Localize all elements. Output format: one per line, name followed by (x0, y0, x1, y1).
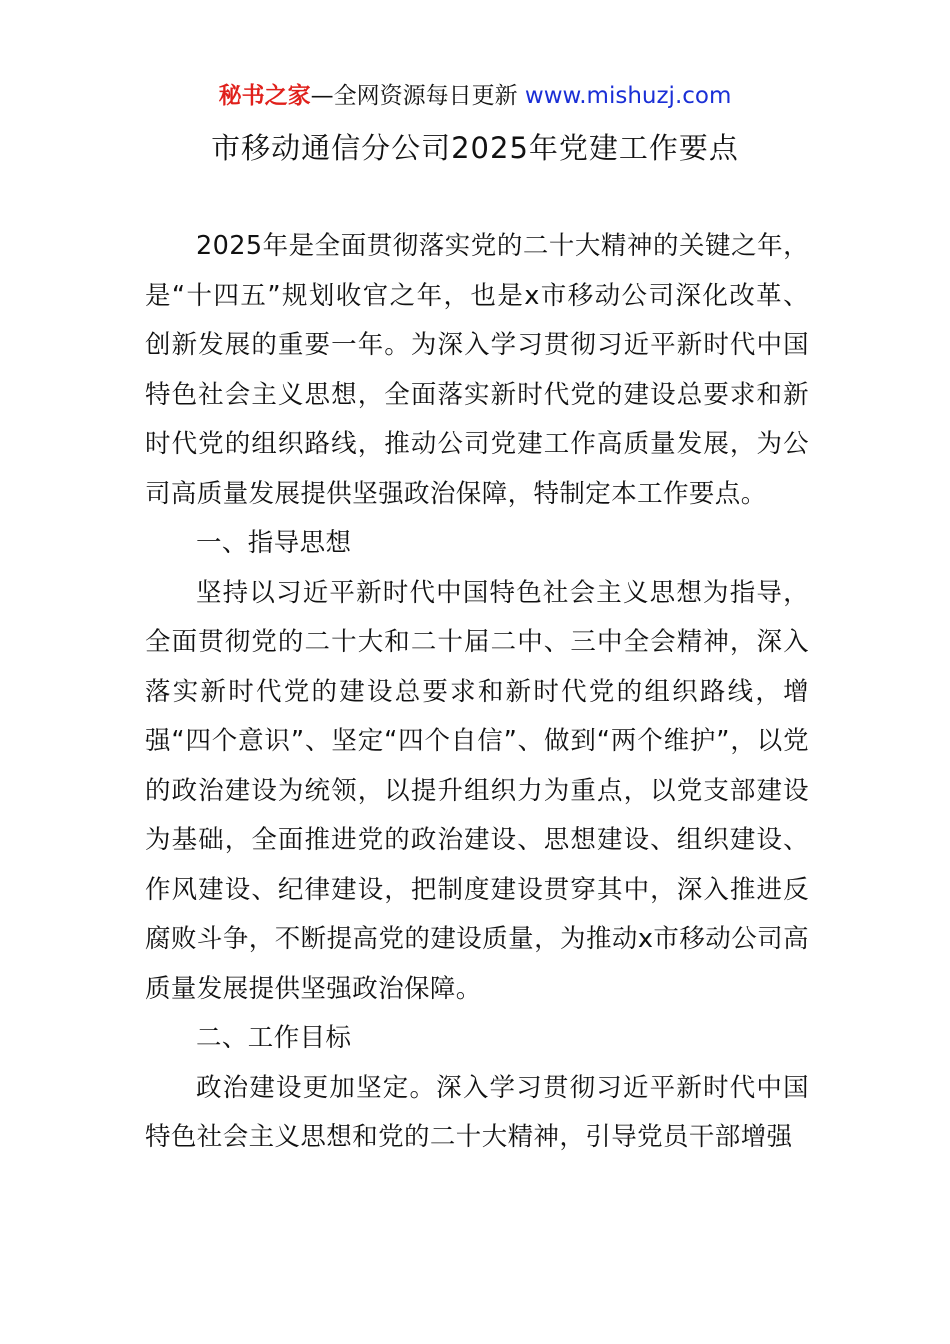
site-header (0, 80, 950, 112)
section-heading-work-goals: 二、工作目标 (196, 1023, 352, 1053)
site-brand: 秘书之家 (218, 83, 311, 109)
site-url-link[interactable]: www.mishuzj.com (524, 83, 732, 109)
document-title: 市移动通信分公司2025年党建工作要点 (211, 131, 739, 165)
document-body (145, 222, 809, 1163)
guiding-ideology-paragraph: 坚持以习近平新时代中国特色社会主义思想为指导，全面贯彻党的二十大和二十届二中、三中全会精神，深入落实新时代党的建设总要求和新时代党的组织路线，增强“四个意识”、坚定“四个自信”、做到“两个维护”，以党的政治建设为统领，以提升组织力为重点，以党支部建设为基础，全面推进党的政治建设、思想建设、组织建设、作风建设、纪律建设，把制度建设贯穿其中，深入推进反腐败斗争，不断提高党的建设质量，为推动x市移动公司高质量发展提供坚强政治保障。 (145, 577, 809, 1004)
intro-paragraph: 2025年是全面贯彻落实党的二十大精神的关键之年，是“十四五”规划收官之年，也是x市移动公司深化改革、创新发展的重要一年。为深入学习贯彻习近平新时代中国特色社会主义思想，全面落实新时代党的建设总要求和新时代党的组织路线，推动公司党建工作高质量发展，为公司高质量发展提供坚强政治保障，特制定本工作要点。 (145, 231, 809, 509)
site-slogan: —全网资源每日更新 (310, 83, 525, 109)
work-goals-paragraph: 政治建设更加坚定。深入学习贯彻习近平新时代中国特色社会主义思想和党的二十大精神，引导党员干部增强 (145, 1072, 809, 1152)
section-heading-guiding-ideology: 一、指导思想 (196, 528, 352, 558)
